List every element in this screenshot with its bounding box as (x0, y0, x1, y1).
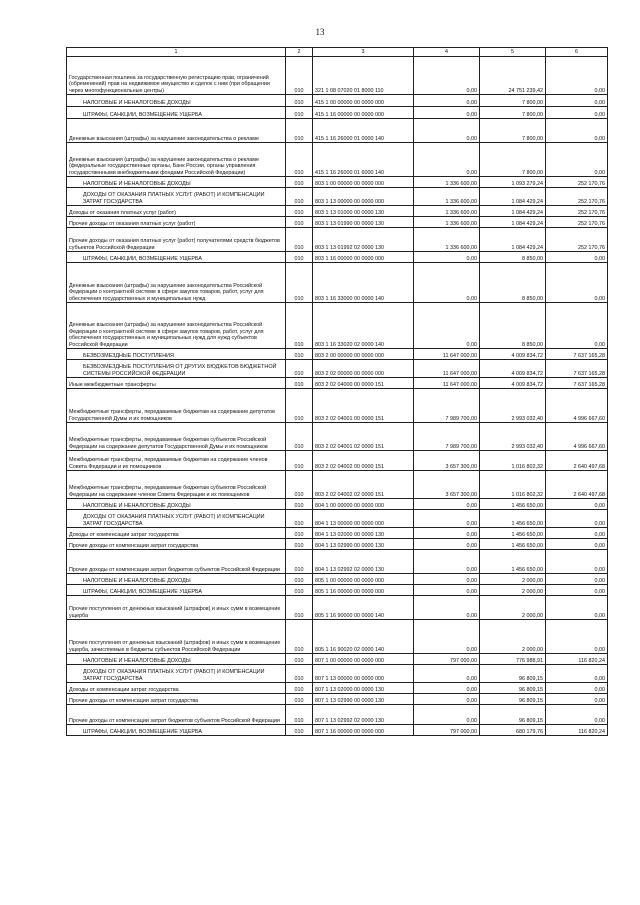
table-row (67, 263, 608, 303)
unexecuted-amount-cell: 0,00 (546, 499, 608, 510)
unexecuted-amount-cell: 0,00 (546, 705, 608, 725)
approved-amount-cell: 0,00 (414, 665, 480, 683)
executed-amount-cell: 4 009 834,72 (480, 378, 546, 389)
line-code-cell: 010 (286, 665, 313, 683)
unexecuted-amount-cell: 0,00 (546, 107, 608, 119)
table-row (67, 95, 608, 107)
table-row (67, 665, 608, 683)
indicator-name-cell: НАЛОГОВЫЕ И НЕНАЛОГОВЫЕ ДОХОДЫ (67, 177, 286, 188)
unexecuted-amount-cell: 2 640 497,68 (546, 471, 608, 499)
indicator-name-cell: ШТРАФЫ, САНКЦИИ, ВОЗМЕЩЕНИЕ УЩЕРБА (67, 252, 286, 263)
table-row (67, 683, 608, 694)
unexecuted-amount-cell: 0,00 (546, 683, 608, 694)
line-code-cell: 010 (286, 360, 313, 378)
table-row (67, 349, 608, 360)
approved-amount-cell: 0,00 (414, 143, 480, 177)
table-row (67, 107, 608, 119)
line-code-cell: 010 (286, 451, 313, 471)
indicator-name-cell: Прочие доходы от оказания платных услуг (работ) (67, 217, 286, 228)
table-row (67, 705, 608, 725)
table-row (67, 57, 608, 95)
table-row (67, 499, 608, 510)
unexecuted-amount-cell: 252 170,76 (546, 177, 608, 188)
budget-classification-code-cell: 807 1 00 00000 00 0000 000 (313, 654, 414, 665)
unexecuted-amount-cell: 116 820,24 (546, 654, 608, 665)
indicator-name-cell: БЕЗВОЗМЕЗДНЫЕ ПОСТУПЛЕНИЯ (67, 349, 286, 360)
indicator-name-cell: Государственная пошлина за государственную регистрацию прав, ограничений (обременений) прав на недвижимое имущество и сделок с ним (при обращении через многофункциональные центры) (67, 57, 286, 95)
unexecuted-amount-cell: 0,00 (546, 263, 608, 303)
approved-amount-cell: 797 000,00 (414, 725, 480, 736)
executed-amount-cell: 1 456 650,00 (480, 499, 546, 510)
line-code-cell: 010 (286, 528, 313, 539)
unexecuted-amount-cell: 252 170,76 (546, 188, 608, 206)
unexecuted-amount-cell: 0,00 (546, 574, 608, 585)
approved-amount-cell: 0,00 (414, 57, 480, 95)
line-code-cell: 010 (286, 510, 313, 528)
line-code-cell: 010 (286, 705, 313, 725)
table-row (67, 188, 608, 206)
line-code-cell: 010 (286, 107, 313, 119)
page-number: 13 (315, 27, 325, 37)
line-code-cell: 010 (286, 683, 313, 694)
approved-amount-cell: 0,00 (414, 574, 480, 585)
approved-amount-cell: 11 647 000,00 (414, 360, 480, 378)
budget-classification-code-cell: 804 1 13 02990 00 0000 130 (313, 539, 414, 550)
budget-classification-code-cell: 321 1 08 07020 01 8000 110 (313, 57, 414, 95)
indicator-name-cell: Прочие поступления от денежных взысканий (штрафов) и иных сумм в возмещение ущерба, зачисляемые в бюджеты субъектов Российской Федерации (67, 620, 286, 654)
table-row (67, 389, 608, 423)
table-row (67, 423, 608, 451)
approved-amount-cell: 1 336 600,00 (414, 228, 480, 252)
indicator-name-cell: НАЛОГОВЫЕ И НЕНАЛОГОВЫЕ ДОХОДЫ (67, 654, 286, 665)
table-row (67, 510, 608, 528)
line-code-cell: 010 (286, 143, 313, 177)
budget-classification-code-cell: 803 2 02 00000 00 0000 000 (313, 360, 414, 378)
indicator-name-cell: Прочие доходы от компенсации затрат государства (67, 539, 286, 550)
indicator-name-cell: Межбюджетные трансферты, передаваемые бюджетам на содержание членов Совета Федерации и их помощников (67, 451, 286, 471)
executed-amount-cell: 1 016 802,32 (480, 451, 546, 471)
executed-amount-cell: 4 009 834,72 (480, 349, 546, 360)
executed-amount-cell: 7 800,00 (480, 95, 546, 107)
approved-amount-cell: 1 336 600,00 (414, 206, 480, 217)
approved-amount-cell: 0,00 (414, 510, 480, 528)
indicator-name-cell: ДОХОДЫ ОТ ОКАЗАНИЯ ПЛАТНЫХ УСЛУГ (РАБОТ) И КОМПЕНСАЦИИ ЗАТРАТ ГОСУДАРСТВА (67, 510, 286, 528)
approved-amount-cell: 0,00 (414, 252, 480, 263)
indicator-name-cell: ШТРАФЫ, САНКЦИИ, ВОЗМЕЩЕНИЕ УЩЕРБА (67, 725, 286, 736)
table-row (67, 252, 608, 263)
budget-classification-code-cell: 807 1 13 02990 00 0000 130 (313, 694, 414, 705)
budget-classification-code-cell: 415 1 16 26000 01 6000 140 (313, 143, 414, 177)
budget-classification-code-cell: 803 1 16 33000 00 0000 140 (313, 263, 414, 303)
budget-classification-code-cell: 804 1 00 00000 00 0000 000 (313, 499, 414, 510)
executed-amount-cell: 8 850,00 (480, 252, 546, 263)
table-row (67, 574, 608, 585)
indicator-name-cell: Денежные взыскания (штрафы) за нарушение законодательства Российской Федерации о контрактной системе в сфере закупок товаров, работ, услуг для обеспечения государственных и муниципальных нужд для нужд субъектов Российской Федерации (67, 303, 286, 349)
indicator-name-cell: ДОХОДЫ ОТ ОКАЗАНИЯ ПЛАТНЫХ УСЛУГ (РАБОТ) И КОМПЕНСАЦИИ ЗАТРАТ ГОСУДАРСТВА (67, 665, 286, 683)
indicator-name-cell: Денежные взыскания (штрафы) за нарушение законодательства Российской Федерации о контрактной системе в сфере закупок товаров, работ, услуг для обеспечения государственных и муниципальных нужд (67, 263, 286, 303)
table-row (67, 654, 608, 665)
approved-amount-cell: 0,00 (414, 596, 480, 620)
indicator-name-cell: Прочие доходы от компенсации затрат бюджетов субъектов Российской Федерации (67, 705, 286, 725)
budget-classification-code-cell: 803 1 13 00000 00 0000 000 (313, 188, 414, 206)
table-row (67, 360, 608, 378)
executed-amount-cell: 1 456 650,00 (480, 539, 546, 550)
budget-classification-code-cell: 803 2 02 04002 00 0000 151 (313, 451, 414, 471)
indicator-name-cell: Денежные взыскания (штрафы) за нарушение законодательства о рекламе (67, 119, 286, 143)
approved-amount-cell: 0,00 (414, 303, 480, 349)
table-row (67, 177, 608, 188)
approved-amount-cell: 0,00 (414, 499, 480, 510)
executed-amount-cell: 1 093 279,24 (480, 177, 546, 188)
approved-amount-cell: 0,00 (414, 107, 480, 119)
executed-amount-cell: 1 084 429,24 (480, 188, 546, 206)
line-code-cell: 010 (286, 574, 313, 585)
budget-classification-code-cell: 415 1 00 00000 00 0000 000 (313, 95, 414, 107)
line-code-cell: 010 (286, 654, 313, 665)
approved-amount-cell: 11 647 000,00 (414, 349, 480, 360)
indicator-name-cell: ШТРАФЫ, САНКЦИИ, ВОЗМЕЩЕНИЕ УЩЕРБА (67, 585, 286, 596)
indicator-name-cell: Прочие доходы от оказания платных услуг (работ) получателями средств бюджетов субъектов Российской Федерации (67, 228, 286, 252)
unexecuted-amount-cell: 0,00 (546, 57, 608, 95)
approved-amount-cell: 797 000,00 (414, 654, 480, 665)
line-code-cell: 010 (286, 499, 313, 510)
table-row (67, 378, 608, 389)
indicator-name-cell: Денежные взыскания (штрафы) за нарушение законодательства о рекламе (федеральные государственные органы, Банк России, органы управления государственными внебюджетными фондами Российской Федерации) (67, 143, 286, 177)
budget-classification-code-cell: 804 1 13 00000 00 0000 000 (313, 510, 414, 528)
budget-classification-code-cell: 804 1 13 02000 00 0000 130 (313, 528, 414, 539)
unexecuted-amount-cell: 4 996 667,60 (546, 389, 608, 423)
budget-classification-code-cell: 415 1 16 26000 01 0000 140 (313, 119, 414, 143)
approved-amount-cell: 0,00 (414, 694, 480, 705)
budget-classification-code-cell: 804 1 13 02992 02 0000 130 (313, 550, 414, 574)
executed-amount-cell: 4 009 834,72 (480, 360, 546, 378)
approved-amount-cell: 0,00 (414, 550, 480, 574)
line-code-cell: 010 (286, 471, 313, 499)
column-header: 5 (480, 48, 546, 57)
executed-amount-cell: 1 084 429,24 (480, 217, 546, 228)
unexecuted-amount-cell: 2 640 497,68 (546, 451, 608, 471)
unexecuted-amount-cell: 0,00 (546, 694, 608, 705)
line-code-cell: 010 (286, 349, 313, 360)
line-code-cell: 010 (286, 206, 313, 217)
executed-amount-cell: 7 800,00 (480, 143, 546, 177)
line-code-cell: 010 (286, 378, 313, 389)
executed-amount-cell: 1 456 650,00 (480, 528, 546, 539)
budget-classification-code-cell: 803 2 02 04002 02 0000 151 (313, 471, 414, 499)
executed-amount-cell: 8 850,00 (480, 263, 546, 303)
unexecuted-amount-cell: 0,00 (546, 550, 608, 574)
unexecuted-amount-cell: 0,00 (546, 665, 608, 683)
unexecuted-amount-cell: 0,00 (546, 528, 608, 539)
executed-amount-cell: 2 993 032,40 (480, 423, 546, 451)
approved-amount-cell: 0,00 (414, 705, 480, 725)
indicator-name-cell: Межбюджетные трансферты, передаваемые бюджетам субъектов Российской Федерации на содержание депутатов Государственной Думы и их помощников (67, 423, 286, 451)
budget-classification-code-cell: 803 1 13 01000 00 0000 130 (313, 206, 414, 217)
executed-amount-cell: 24 751 239,42 (480, 57, 546, 95)
executed-amount-cell: 96 809,15 (480, 683, 546, 694)
approved-amount-cell: 3 657 300,00 (414, 451, 480, 471)
indicator-name-cell: Доходы от компенсации затрат государства (67, 683, 286, 694)
column-header: 6 (546, 48, 608, 57)
line-code-cell: 010 (286, 539, 313, 550)
unexecuted-amount-cell: 252 170,76 (546, 217, 608, 228)
budget-classification-code-cell: 803 1 13 01990 00 0000 130 (313, 217, 414, 228)
executed-amount-cell: 1 456 650,00 (480, 550, 546, 574)
line-code-cell: 010 (286, 252, 313, 263)
table-row (67, 528, 608, 539)
executed-amount-cell: 7 800,00 (480, 119, 546, 143)
executed-amount-cell: 2 000,00 (480, 574, 546, 585)
line-code-cell: 010 (286, 423, 313, 451)
executed-amount-cell: 1 084 429,24 (480, 206, 546, 217)
budget-classification-code-cell: 805 1 16 90020 02 0000 140 (313, 620, 414, 654)
indicator-name-cell: НАЛОГОВЫЕ И НЕНАЛОГОВЫЕ ДОХОДЫ (67, 574, 286, 585)
executed-amount-cell: 96 809,15 (480, 705, 546, 725)
line-code-cell: 010 (286, 550, 313, 574)
unexecuted-amount-cell: 0,00 (546, 143, 608, 177)
table-row (67, 539, 608, 550)
table-row (67, 451, 608, 471)
indicator-name-cell: Межбюджетные трансферты, передаваемые бюджетам субъектов Российской Федерации на содержание членов Совета Федерации и их помощников (67, 471, 286, 499)
budget-classification-code-cell: 803 2 02 04000 00 0000 151 (313, 378, 414, 389)
column-header: 1 (67, 48, 286, 57)
table-row (67, 550, 608, 574)
budget-classification-code-cell: 807 1 13 02000 00 0000 130 (313, 683, 414, 694)
approved-amount-cell: 3 657 300,00 (414, 471, 480, 499)
executed-amount-cell: 96 809,15 (480, 665, 546, 683)
budget-classification-code-cell: 805 1 16 90000 00 0000 140 (313, 596, 414, 620)
table-body (67, 57, 608, 736)
indicator-name-cell: НАЛОГОВЫЕ И НЕНАЛОГОВЫЕ ДОХОДЫ (67, 499, 286, 510)
line-code-cell: 010 (286, 725, 313, 736)
unexecuted-amount-cell: 0,00 (546, 596, 608, 620)
column-header: 4 (414, 48, 480, 57)
executed-amount-cell: 680 179,76 (480, 725, 546, 736)
executed-amount-cell: 1 084 429,24 (480, 228, 546, 252)
unexecuted-amount-cell: 0,00 (546, 95, 608, 107)
budget-classification-code-cell: 807 1 13 02992 02 0000 130 (313, 705, 414, 725)
approved-amount-cell: 0,00 (414, 528, 480, 539)
budget-classification-code-cell: 803 1 00 00000 00 0000 000 (313, 177, 414, 188)
executed-amount-cell: 8 850,00 (480, 303, 546, 349)
approved-amount-cell: 0,00 (414, 683, 480, 694)
indicator-name-cell: Прочие доходы от компенсации затрат бюджетов субъектов Российской Федерации (67, 550, 286, 574)
table-row (67, 585, 608, 596)
approved-amount-cell: 1 336 600,00 (414, 188, 480, 206)
unexecuted-amount-cell: 0,00 (546, 252, 608, 263)
unexecuted-amount-cell: 7 637 165,28 (546, 349, 608, 360)
table-row (67, 596, 608, 620)
budget-classification-code-cell: 803 1 16 00000 00 0000 000 (313, 252, 414, 263)
executed-amount-cell: 2 000,00 (480, 620, 546, 654)
budget-classification-code-cell: 803 2 00 00000 00 0000 000 (313, 349, 414, 360)
table-row (67, 620, 608, 654)
budget-classification-code-cell: 803 2 02 04001 02 0000 151 (313, 423, 414, 451)
indicator-name-cell: Прочие поступления от денежных взысканий (штрафов) и иных сумм в возмещение ущерба (67, 596, 286, 620)
indicator-name-cell: ШТРАФЫ, САНКЦИИ, ВОЗМЕЩЕНИЕ УЩЕРБА (67, 107, 286, 119)
revenue-report-table (66, 47, 608, 736)
executed-amount-cell: 2 000,00 (480, 596, 546, 620)
line-code-cell: 010 (286, 263, 313, 303)
line-code-cell: 010 (286, 177, 313, 188)
table-row (67, 206, 608, 217)
unexecuted-amount-cell: 252 170,76 (546, 206, 608, 217)
executed-amount-cell: 776 988,91 (480, 654, 546, 665)
executed-amount-cell: 2 000,00 (480, 585, 546, 596)
unexecuted-amount-cell: 7 637 165,28 (546, 378, 608, 389)
unexecuted-amount-cell: 116 820,24 (546, 725, 608, 736)
line-code-cell: 010 (286, 188, 313, 206)
executed-amount-cell: 1 016 802,32 (480, 471, 546, 499)
executed-amount-cell: 7 800,00 (480, 107, 546, 119)
table-row (67, 303, 608, 349)
budget-classification-code-cell: 807 1 13 00000 00 0000 000 (313, 665, 414, 683)
line-code-cell: 010 (286, 95, 313, 107)
unexecuted-amount-cell: 0,00 (546, 585, 608, 596)
budget-classification-code-cell: 805 1 16 00000 00 0000 000 (313, 585, 414, 596)
table-row (67, 119, 608, 143)
approved-amount-cell: 0,00 (414, 263, 480, 303)
unexecuted-amount-cell: 7 637 165,28 (546, 360, 608, 378)
budget-classification-code-cell: 803 2 02 04001 00 0000 151 (313, 389, 414, 423)
executed-amount-cell: 96 809,15 (480, 694, 546, 705)
line-code-cell: 010 (286, 585, 313, 596)
budget-classification-code-cell: 803 1 16 33020 02 0000 140 (313, 303, 414, 349)
approved-amount-cell: 11 647 000,00 (414, 378, 480, 389)
unexecuted-amount-cell: 252 170,76 (546, 228, 608, 252)
unexecuted-amount-cell: 0,00 (546, 510, 608, 528)
indicator-name-cell: ДОХОДЫ ОТ ОКАЗАНИЯ ПЛАТНЫХ УСЛУГ (РАБОТ) И КОМПЕНСАЦИИ ЗАТРАТ ГОСУДАРСТВА (67, 188, 286, 206)
indicator-name-cell: Межбюджетные трансферты, передаваемые бюджетам на содержание депутатов Государственной Думы и их помощников (67, 389, 286, 423)
budget-classification-code-cell: 805 1 00 00000 00 0000 000 (313, 574, 414, 585)
approved-amount-cell: 0,00 (414, 539, 480, 550)
approved-amount-cell: 1 336 600,00 (414, 217, 480, 228)
table-row (67, 471, 608, 499)
line-code-cell: 010 (286, 119, 313, 143)
approved-amount-cell: 0,00 (414, 119, 480, 143)
column-number-row (67, 48, 608, 57)
line-code-cell: 010 (286, 57, 313, 95)
approved-amount-cell: 7 989 700,00 (414, 389, 480, 423)
budget-classification-code-cell: 803 1 13 01992 02 0000 130 (313, 228, 414, 252)
unexecuted-amount-cell: 0,00 (546, 539, 608, 550)
approved-amount-cell: 7 989 700,00 (414, 423, 480, 451)
line-code-cell: 010 (286, 596, 313, 620)
line-code-cell: 010 (286, 217, 313, 228)
table-row (67, 217, 608, 228)
approved-amount-cell: 0,00 (414, 585, 480, 596)
column-header: 2 (286, 48, 313, 57)
approved-amount-cell: 1 336 600,00 (414, 177, 480, 188)
table-row (67, 694, 608, 705)
line-code-cell: 010 (286, 620, 313, 654)
approved-amount-cell: 0,00 (414, 620, 480, 654)
indicator-name-cell: БЕЗВОЗМЕЗДНЫЕ ПОСТУПЛЕНИЯ ОТ ДРУГИХ БЮДЖЕТОВ БЮДЖЕТНОЙ СИСТЕМЫ РОССИЙСКОЙ ФЕДЕРАЦИИ (67, 360, 286, 378)
unexecuted-amount-cell: 4 996 667,60 (546, 423, 608, 451)
unexecuted-amount-cell: 0,00 (546, 303, 608, 349)
line-code-cell: 010 (286, 389, 313, 423)
line-code-cell: 010 (286, 228, 313, 252)
table-row (67, 725, 608, 736)
budget-classification-code-cell: 415 1 16 00000 00 0000 000 (313, 107, 414, 119)
indicator-name-cell: Прочие доходы от компенсации затрат государства (67, 694, 286, 705)
line-code-cell: 010 (286, 694, 313, 705)
indicator-name-cell: Доходы от оказания платных услуг (работ) (67, 206, 286, 217)
line-code-cell: 010 (286, 303, 313, 349)
indicator-name-cell: НАЛОГОВЫЕ И НЕНАЛОГОВЫЕ ДОХОДЫ (67, 95, 286, 107)
column-header: 3 (313, 48, 414, 57)
unexecuted-amount-cell: 0,00 (546, 119, 608, 143)
unexecuted-amount-cell: 0,00 (546, 620, 608, 654)
indicator-name-cell: Доходы от компенсации затрат государства (67, 528, 286, 539)
executed-amount-cell: 1 456 650,00 (480, 510, 546, 528)
executed-amount-cell: 2 993 032,40 (480, 389, 546, 423)
budget-classification-code-cell: 807 1 16 00000 00 0000 000 (313, 725, 414, 736)
table-row (67, 143, 608, 177)
table-row (67, 228, 608, 252)
approved-amount-cell: 0,00 (414, 95, 480, 107)
indicator-name-cell: Иные межбюджетные трансферты (67, 378, 286, 389)
